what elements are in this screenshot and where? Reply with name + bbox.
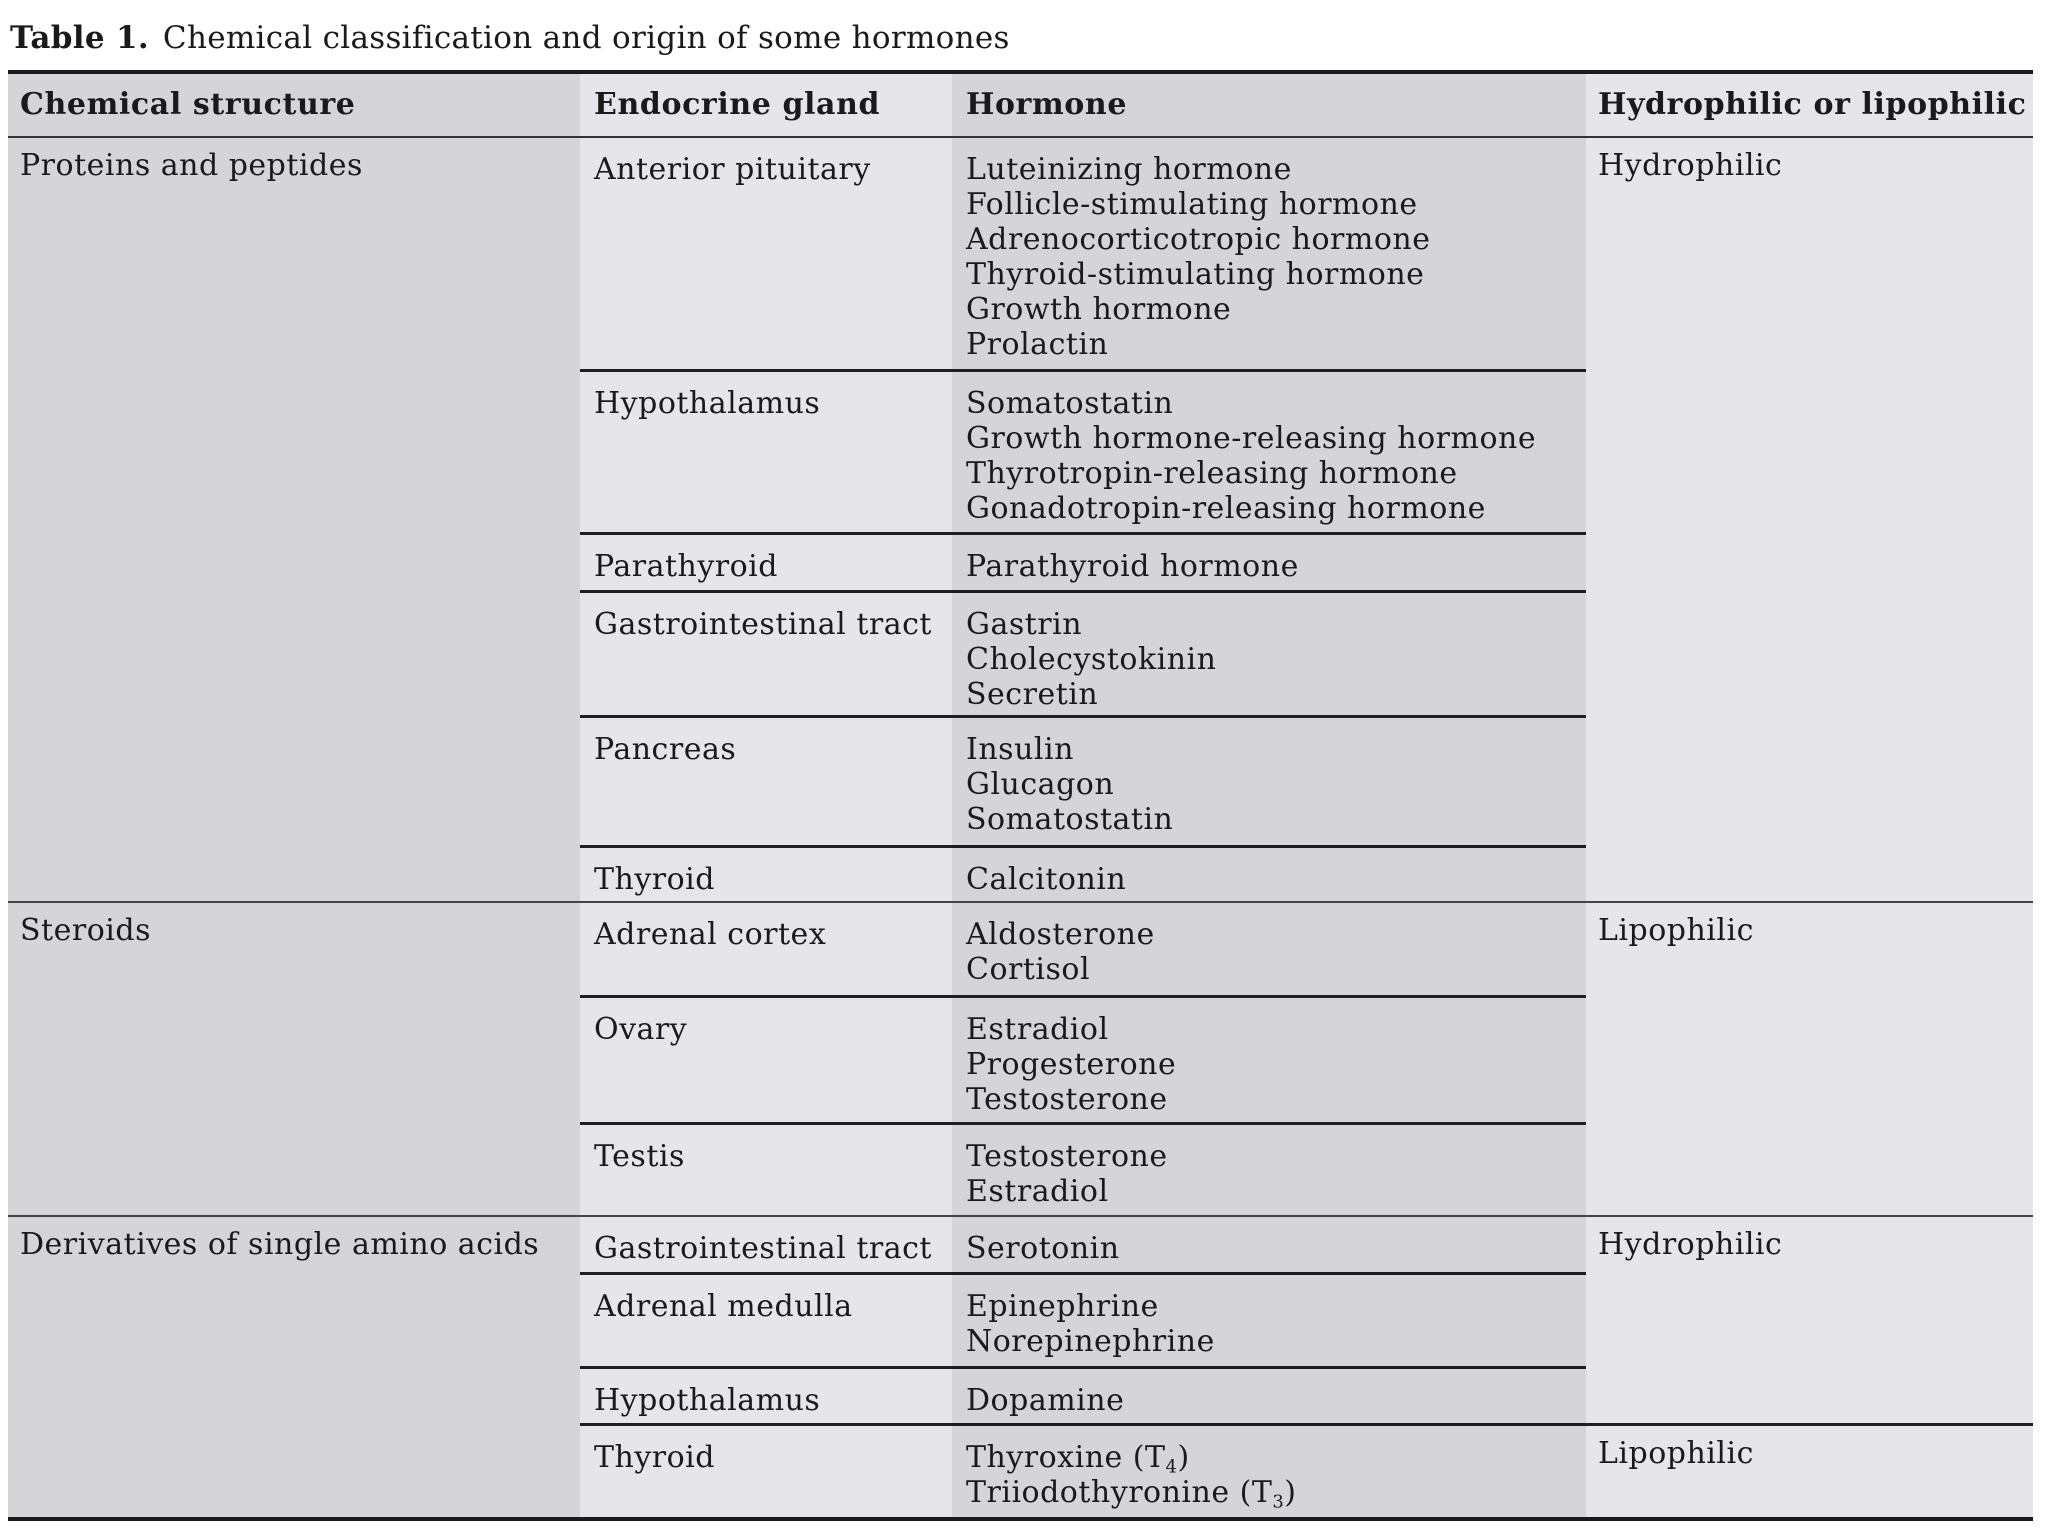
- table-header-row: [8, 74, 2033, 138]
- hormone-name: Thyroxine $(T_4)$: [966, 1440, 1190, 1478]
- structure-cell: Derivatives of single amino acids: [8, 1217, 580, 1517]
- table-row: [580, 138, 1586, 369]
- gland-cell: Gastrointestinal tract: [580, 593, 952, 715]
- hormone-cell: [952, 1217, 1586, 1272]
- hormone-cell: [952, 535, 1586, 590]
- hormone-cell: [952, 138, 1586, 369]
- gland-cell: Pancreas: [580, 718, 952, 845]
- hormone-name: Gonadotropin-releasing hormone: [966, 491, 1486, 526]
- structure-cell: Steroids: [8, 903, 580, 1215]
- hormone-name: Estradiol: [966, 1012, 1109, 1047]
- hormone-name: Growth hormone-releasing hormone: [966, 421, 1537, 456]
- table-row: [580, 369, 1586, 532]
- group-amino-acid-derivatives: [8, 1215, 2033, 1517]
- hormone-name: Growth hormone: [966, 292, 1232, 327]
- hormone-name: Testosterone: [966, 1139, 1168, 1174]
- header-endocrine-gland: Endocrine gland: [580, 74, 952, 136]
- caption-label: Table 1.: [10, 20, 149, 56]
- table-row: [580, 1217, 1586, 1272]
- gland-cell: Parathyroid: [580, 535, 952, 590]
- hormone-name: Thyroid-stimulating hormone: [966, 257, 1425, 292]
- group-rows: [580, 903, 1586, 1215]
- hormone-name: Progesterone: [966, 1047, 1177, 1082]
- hormone-name: Thyrotropin-releasing hormone: [966, 456, 1458, 491]
- hormone-name: Prolactin: [966, 327, 1109, 362]
- table-row: [580, 715, 1586, 845]
- philicity-cell: Lipophilic: [1586, 1423, 2033, 1517]
- hormone-cell: [952, 1369, 1586, 1423]
- gland-cell: Adrenal cortex: [580, 903, 952, 995]
- hormone-name: Cholecystokinin: [966, 642, 1217, 677]
- hormone-name: Parathyroid hormone: [966, 549, 1299, 584]
- philicity-split: [1586, 1217, 2033, 1517]
- header-hormone: Hormone: [952, 74, 1586, 136]
- gland-cell: Thyroid: [580, 848, 952, 901]
- hormone-name: Glucagon: [966, 767, 1115, 802]
- table-row: [580, 845, 1586, 901]
- table-row: [580, 995, 1586, 1122]
- group-rows: [580, 1217, 1586, 1517]
- header-hydrophilic-lipophilic: Hydrophilic or lipophilic: [1586, 74, 2033, 136]
- table-row: [580, 1272, 1586, 1366]
- hormone-name: Norepinephrine: [966, 1324, 1215, 1359]
- table-row: [580, 903, 1586, 995]
- hormone-cell: [952, 998, 1586, 1122]
- philicity-cell: Hydrophilic: [1586, 1217, 2033, 1423]
- hormone-cell: [952, 1125, 1586, 1215]
- hormone-cell: [952, 372, 1586, 532]
- gland-cell: Testis: [580, 1125, 952, 1215]
- group-steroids: [8, 901, 2033, 1215]
- hormone-name: Gastrin: [966, 607, 1083, 642]
- hormone-name: Testosterone: [966, 1082, 1168, 1117]
- hormone-cell: [952, 848, 1586, 901]
- table-row: [580, 1122, 1586, 1215]
- hormone-cell: [952, 718, 1586, 845]
- gland-cell: Anterior pituitary: [580, 138, 952, 369]
- hormone-name: Estradiol: [966, 1174, 1109, 1209]
- gland-cell: Adrenal medulla: [580, 1275, 952, 1366]
- table-row: [580, 590, 1586, 715]
- hormone-cell: [952, 903, 1586, 995]
- hormone-name: Aldosterone: [966, 917, 1155, 952]
- gland-cell: Thyroid: [580, 1426, 952, 1517]
- hormone-name: Adrenocorticotropic hormone: [966, 222, 1431, 257]
- table-caption: [10, 20, 1010, 56]
- structure-cell: Proteins and peptides: [8, 138, 580, 901]
- group-proteins-peptides: [8, 138, 2033, 901]
- hormone-name: Insulin: [966, 732, 1074, 767]
- hormone-name: Dopamine: [966, 1383, 1125, 1418]
- hormone-name: Calcitonin: [966, 862, 1127, 897]
- hormone-name: Somatostatin: [966, 802, 1174, 837]
- hormone-name: Epinephrine: [966, 1289, 1159, 1324]
- hormone-name: Triiodothyronine $(T_3)$: [966, 1475, 1297, 1513]
- philicity-cell: Lipophilic: [1586, 903, 2033, 1215]
- hormone-table: [8, 70, 2033, 1521]
- hormone-name: Secretin: [966, 677, 1099, 712]
- gland-cell: Ovary: [580, 998, 952, 1122]
- hormone-name: Luteinizing hormone: [966, 152, 1292, 187]
- table-row: [580, 1423, 1586, 1517]
- hormone-name: Follicle-stimulating hormone: [966, 187, 1418, 222]
- hormone-cell: [952, 1275, 1586, 1366]
- group-rows: [580, 138, 1586, 901]
- hormone-cell: [952, 1426, 1586, 1517]
- gland-cell: Gastrointestinal tract: [580, 1217, 952, 1272]
- hormone-cell: [952, 593, 1586, 715]
- header-chemical-structure: Chemical structure: [8, 74, 580, 136]
- hormone-name: Somatostatin: [966, 386, 1174, 421]
- caption-text: Chemical classification and origin of some hormones: [162, 20, 1010, 56]
- gland-cell: Hypothalamus: [580, 1369, 952, 1423]
- gland-cell: Hypothalamus: [580, 372, 952, 532]
- table-row: [580, 532, 1586, 590]
- philicity-cell: Hydrophilic: [1586, 138, 2033, 901]
- hormone-name: Serotonin: [966, 1231, 1120, 1266]
- table-row: [580, 1366, 1586, 1423]
- table-bottom-rule: [8, 1517, 2033, 1521]
- hormone-name: Cortisol: [966, 952, 1091, 987]
